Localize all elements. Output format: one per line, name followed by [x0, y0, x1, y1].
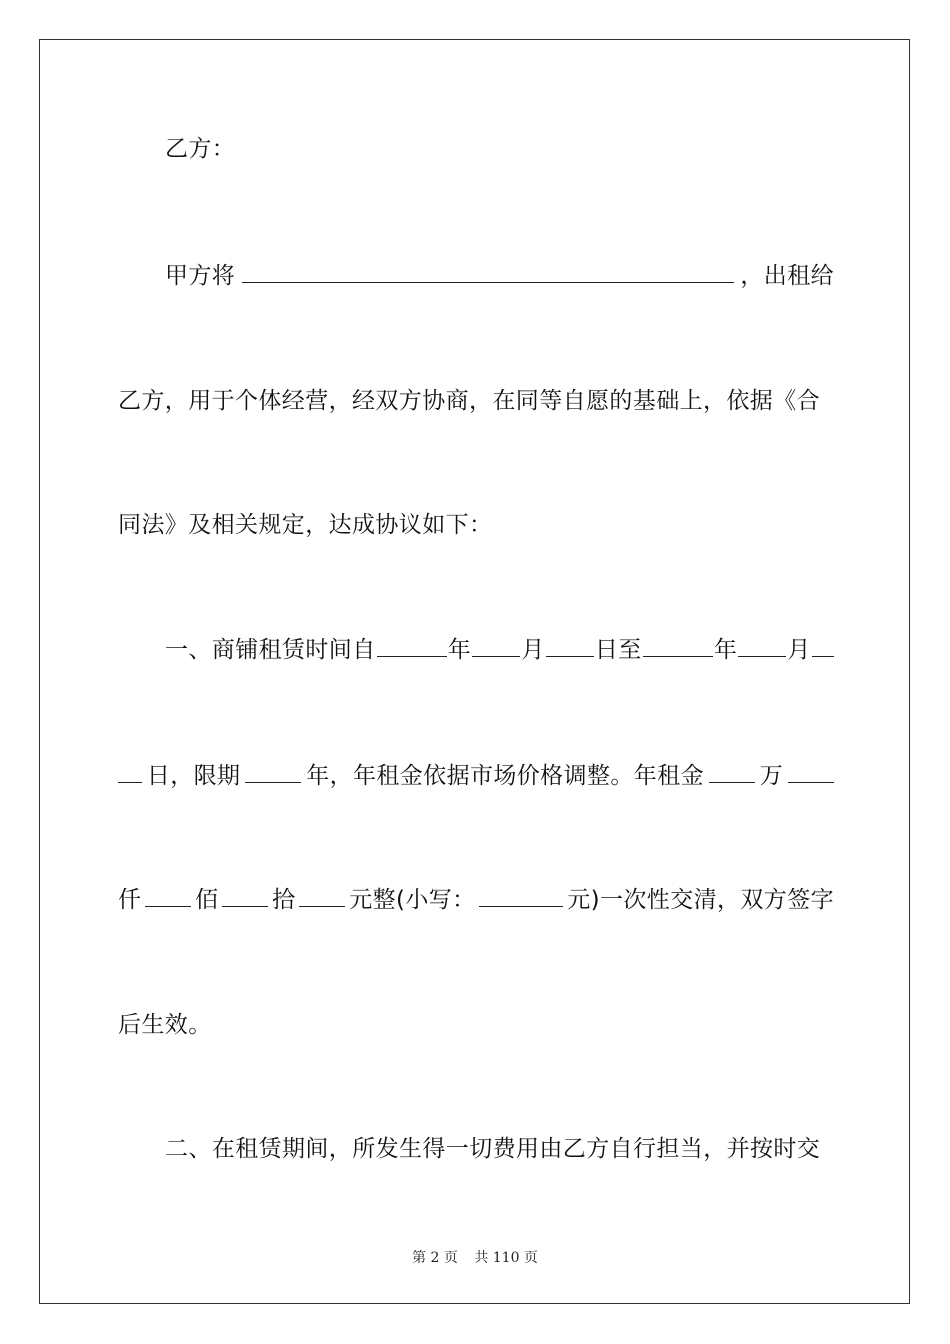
text-segment: 佰 [195, 887, 219, 913]
text-segment: 日，限期 [146, 763, 241, 789]
text-segment: 元)一次性交清，双方签字 [567, 887, 834, 913]
clause-2-line-1 [165, 1134, 834, 1164]
clause-1-line-3 [118, 884, 834, 914]
text-segment: 月 [521, 637, 545, 663]
text-segment: 仟 [118, 887, 142, 913]
blank-rent-qian[interactable] [788, 760, 834, 783]
text-party-b: 乙方： [165, 136, 236, 162]
page-frame [39, 39, 910, 1304]
text-segment: 一、商铺租赁时间自 [165, 637, 376, 663]
blank-rent-amount-numeric[interactable] [479, 884, 563, 907]
blank-term-years[interactable] [245, 760, 301, 783]
text-segment: 年 [447, 637, 472, 663]
text-segment: 乙方，用于个体经营，经双方协商，在同等自愿的基础上，依据《合 [118, 388, 820, 414]
text-segment: 日至 [594, 637, 642, 663]
party-b-label [165, 134, 834, 164]
blank-end-day-part-1[interactable] [812, 634, 834, 657]
clause-1-line-1 [165, 634, 834, 664]
total-pages: 共 110 页 [474, 1250, 538, 1266]
text-segment: 年 [713, 637, 738, 663]
text-segment: 同法》及相关规定，达成协议如下： [118, 512, 493, 538]
blank-start-month[interactable] [472, 634, 520, 657]
blank-rent-shi[interactable] [222, 884, 268, 907]
text-segment: 月 [787, 637, 811, 663]
text-segment: 甲方将 [165, 263, 236, 289]
text-segment: 二、在租赁期间，所发生得一切费用由乙方自行担当，并按时交 [165, 1136, 821, 1162]
text-segment: ，出租给 [740, 263, 834, 289]
paragraph-line-2 [118, 386, 834, 416]
text-segment: 拾 [272, 887, 296, 913]
text-segment: 万 [759, 763, 784, 789]
text-segment: 年，年租金依据市场价格调整。年租金 [306, 763, 704, 789]
blank-start-year[interactable] [377, 634, 447, 657]
paragraph-line-3 [118, 510, 834, 540]
blank-property[interactable] [242, 260, 734, 283]
clause-1-line-4 [118, 1010, 834, 1040]
page-footer [0, 1247, 950, 1267]
blank-rent-yuan[interactable] [299, 884, 345, 907]
blank-rent-bai[interactable] [145, 884, 191, 907]
text-segment: 元整(小写： [349, 887, 476, 913]
page-number: 第 2 页 [412, 1250, 458, 1266]
blank-end-year[interactable] [643, 634, 713, 657]
blank-rent-wan[interactable] [709, 760, 755, 783]
paragraph-line-1 [165, 260, 834, 290]
clause-1-line-2 [118, 760, 834, 790]
blank-end-day-part-2[interactable] [118, 760, 142, 783]
blank-start-day[interactable] [546, 634, 594, 657]
text-segment: 后生效。 [118, 1012, 212, 1038]
blank-end-month[interactable] [738, 634, 786, 657]
